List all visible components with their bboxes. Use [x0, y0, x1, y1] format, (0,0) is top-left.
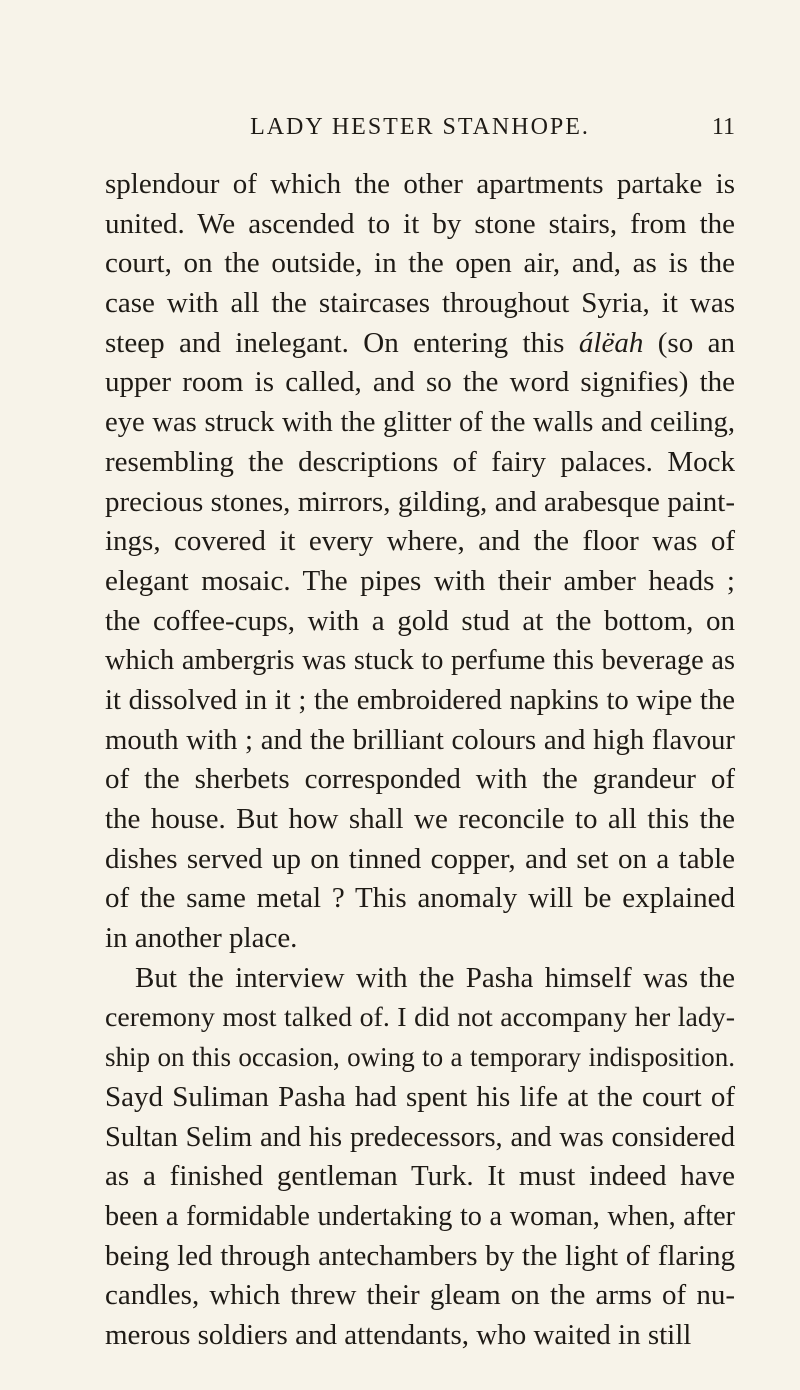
text-line: ings, covered it every where, and the floor was of [105, 525, 735, 558]
text-line: precious stones, mirrors, gilding, and arabesque paint- [105, 485, 735, 518]
text-line: dishes served up on tinned copper, and set on a table [105, 842, 735, 875]
text-line: court, on the outside, in the open air, and, as is the [105, 247, 735, 280]
page-number: 11 [711, 114, 735, 140]
text-line: ship on this occasion, owing to a temporary indisposition. [105, 1042, 735, 1073]
text-line: the coffee-cups, with a gold stud at the bottom, on [105, 604, 735, 637]
italic-word: álëah [578, 326, 644, 359]
text-line: in another place. [105, 922, 298, 955]
text-line: ceremony most talked of. I did not accompany her lady- [105, 1002, 735, 1034]
body-text [105, 165, 735, 1356]
text-line: But the interview with the Pasha himself was the [135, 961, 735, 994]
text-line: merous soldiers and attendants, who waited in still [105, 1318, 692, 1351]
text-line: resembling the descriptions of fairy palaces. Mock [105, 445, 735, 478]
text-line: of the sherbets corresponded with the grandeur of [105, 763, 735, 796]
text-line: united. We ascended to it by stone stairs, from the [105, 207, 735, 240]
text-line: mouth with ; and the brilliant colours and high flavour [105, 723, 735, 756]
text-line: of the same metal ? This anomaly will be explained [105, 882, 735, 915]
text-line: it dissolved in it ; the embroidered napkins to wipe the [105, 683, 735, 716]
running-title: LADY HESTER STANHOPE. [250, 114, 590, 140]
text-line: which ambergris was stuck to perfume this beverage as [105, 645, 735, 677]
text-line [105, 324, 735, 364]
text-line: splendour of which the other apartments partake is [105, 168, 735, 200]
text-line: the house. But how shall we reconcile to all this the [105, 803, 735, 835]
text-line: candles, which threw their gleam on the arms of nu- [105, 1279, 735, 1312]
text-segment: steep and inelegant. On entering this [105, 326, 565, 359]
text-line: Sultan Selim and his predecessors, and was considered [105, 1121, 735, 1153]
text-line: Sayd Suliman Pasha had spent his life at the court of [105, 1080, 735, 1113]
text-line: being led through antechambers by the light of flaring [105, 1239, 735, 1272]
text-line: eye was struck with the glitter of the walls and ceiling, [105, 406, 735, 439]
text-line: as a finished gentleman Turk. It must indeed have [105, 1160, 735, 1193]
text-segment: (so an [657, 326, 735, 359]
text-line: elegant mosaic. The pipes with their amber heads ; [105, 564, 735, 597]
running-header [105, 112, 735, 142]
text-line: upper room is called, and so the word signifies) the [105, 366, 735, 399]
text-line: been a formidable undertaking to a woman, when, after [105, 1200, 735, 1232]
text-line: case with all the staircases throughout Syria, it was [105, 287, 735, 320]
